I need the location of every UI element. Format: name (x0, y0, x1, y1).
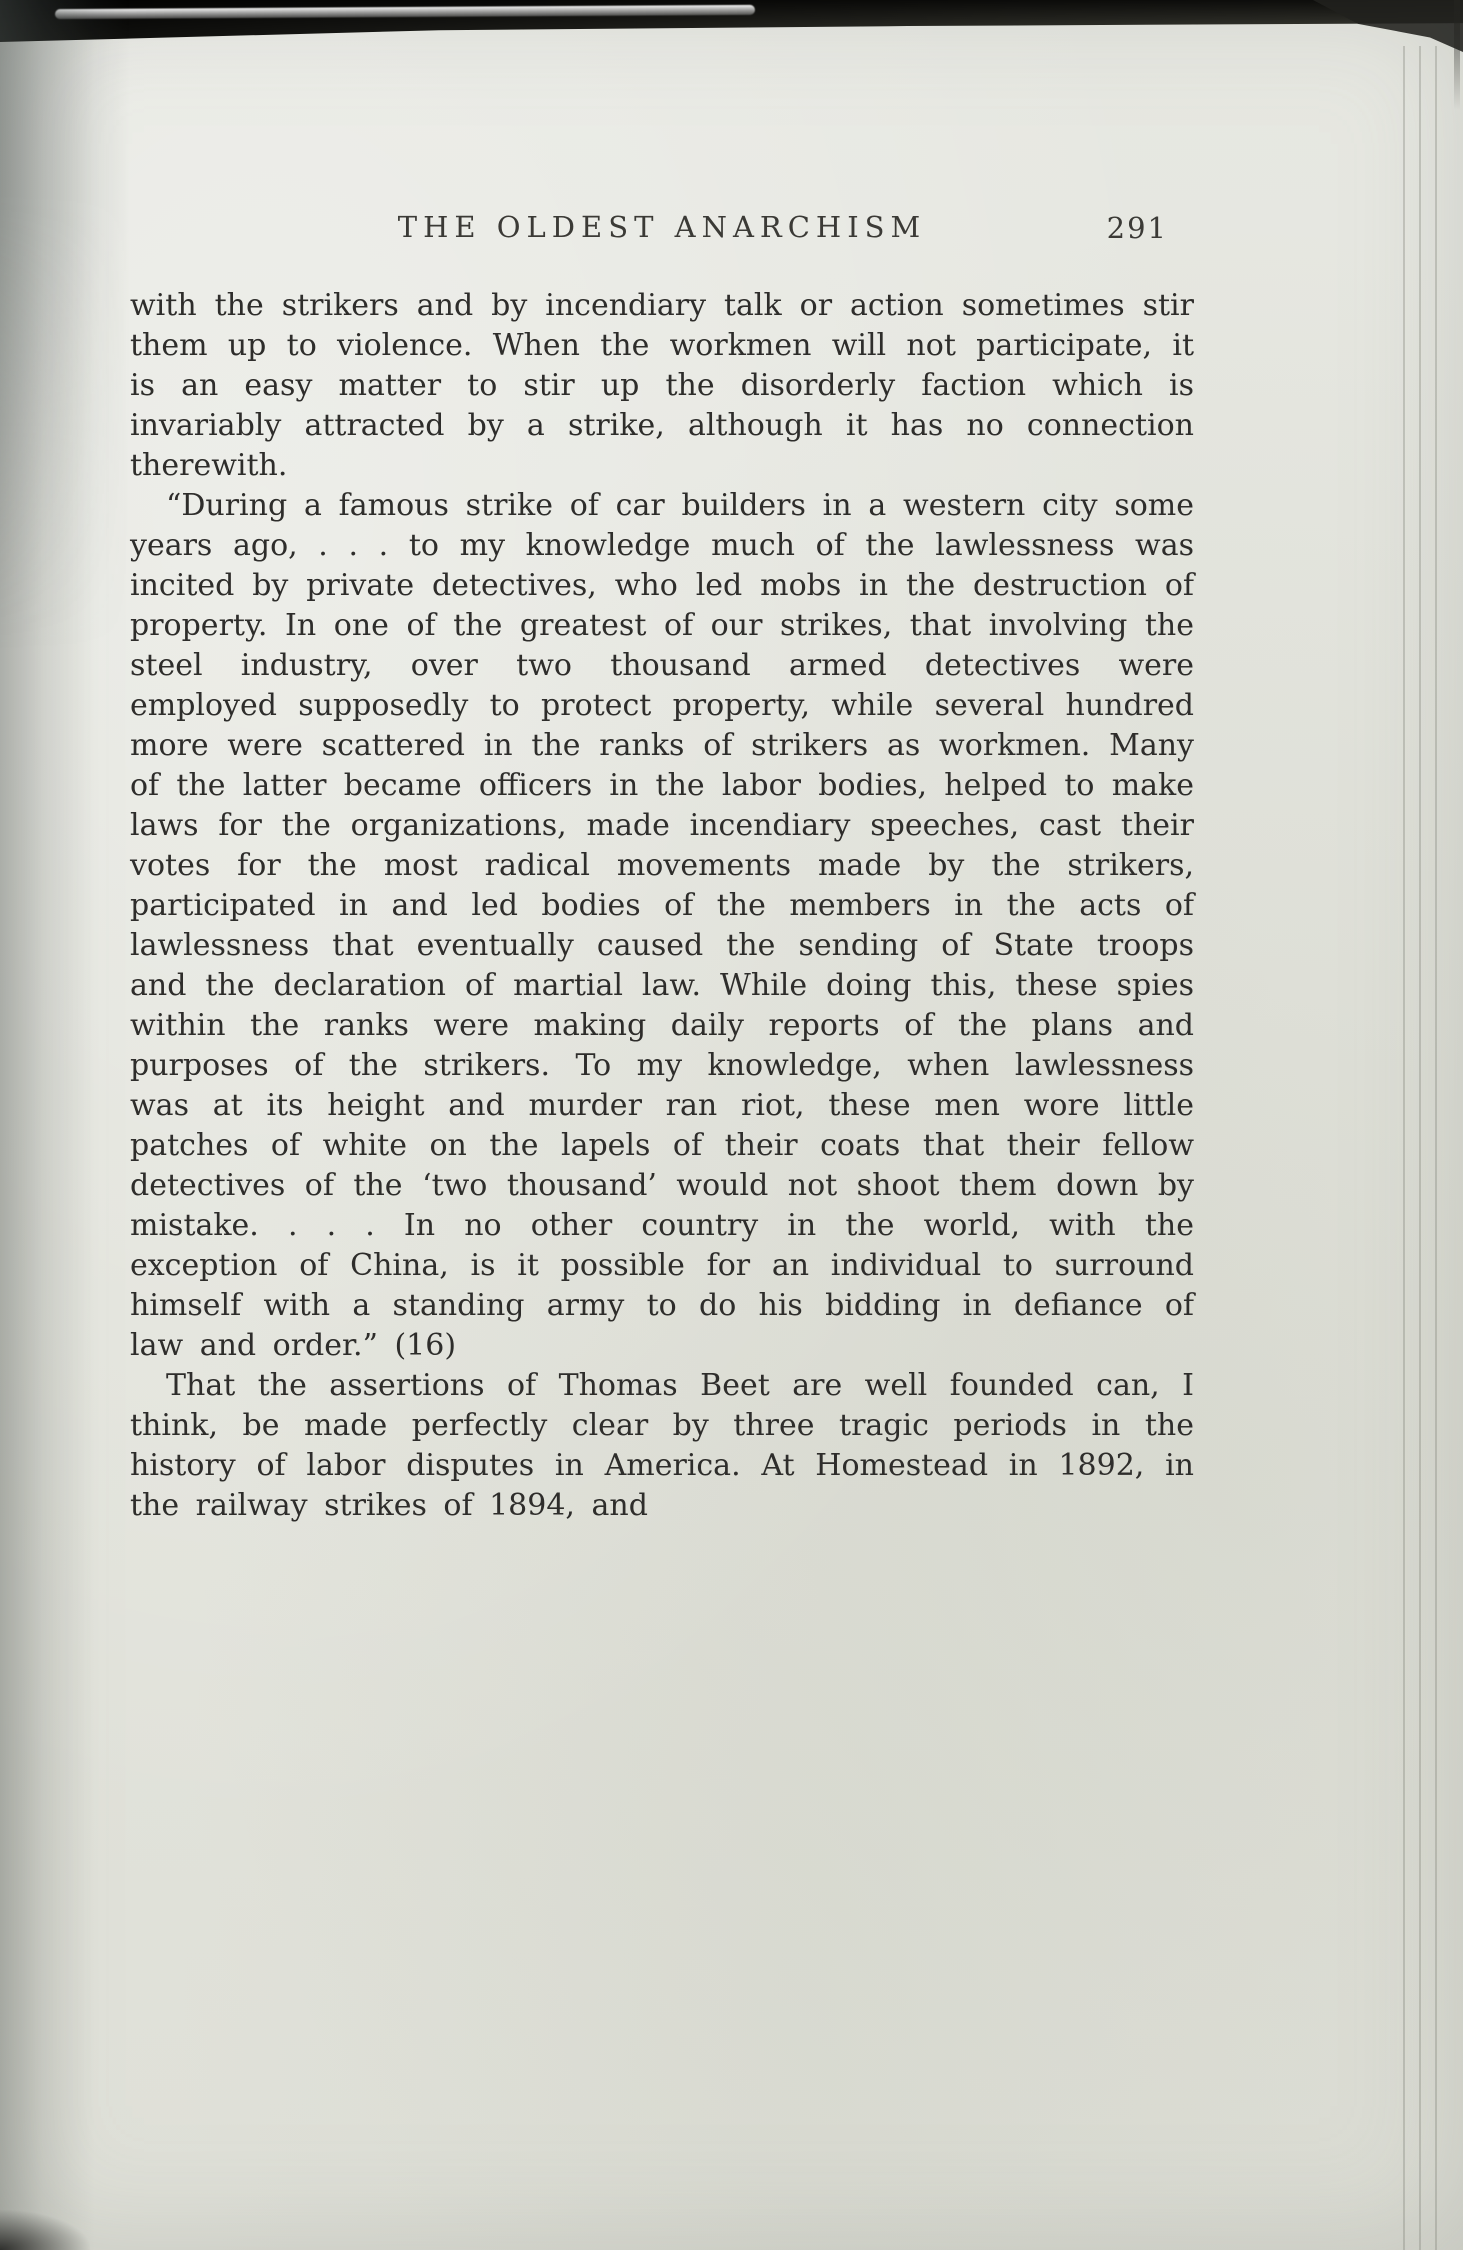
page-edge-lines (1389, 46, 1441, 2250)
page-header (130, 210, 1194, 252)
page-number: 291 (1106, 211, 1168, 245)
paragraph-continuation: with the strikers and by incendiary talk or action sometimes stir them up to violence. When the workmen will not participate, it is an easy matter to stir up the disorderly faction which is invariably attracted by a strike, although it has no connection therewith. (130, 288, 1194, 483)
scan-bottom-left-corner-artifact (0, 2210, 90, 2250)
paragraph: That the assertions of Thomas Beet are well founded can, I think, be made perfectly clear by three tragic periods in the history of labor disputes in America. At Homestead in 1892, in the railway strikes of 1894, and (130, 1368, 1194, 1523)
scan-top-right-corner-artifact (1313, 0, 1463, 52)
scan-right-edge-mark (1454, 0, 1460, 110)
page-content (130, 210, 1194, 1526)
running-title: THE OLDEST ANARCHISM (397, 210, 927, 244)
binding-shadow-upper (0, 0, 130, 650)
paragraph-quotation: “During a famous strike of car builders in a western city some years ago, . . . to my knowledge much of the lawlessness was incited by private detectives, who led mobs in the destruction of property. In one of the greatest of our strikes, that involving the steel industry, over two thousand armed detectives were employed supposedly to protect property, while several hundred more were scattered in the ranks of strikers as workmen. Many of the latter became officers in the labor bodies, helped to make laws for the organizations, made incendiary speeches, cast their votes for the most radical movements made by the strikers, participated in and led bodies of the members in the acts of lawlessness that eventually caused the sending of State troops and the declaration of martial law. While doing this, these spies within the ranks were making daily reports of the plans and purposes of the strikers. To my knowledge, when lawlessness was at its height and murder ran riot, these men wore little patches of white on the lapels of their coats that their fellow detectives of the ‘two thousand’ would not shoot them down by mistake. . . . In no other country in the world, with the exception of China, is it possible for an individual to surround himself with a standing army to do his bidding in defiance of law and order.” (16) (130, 488, 1194, 1363)
